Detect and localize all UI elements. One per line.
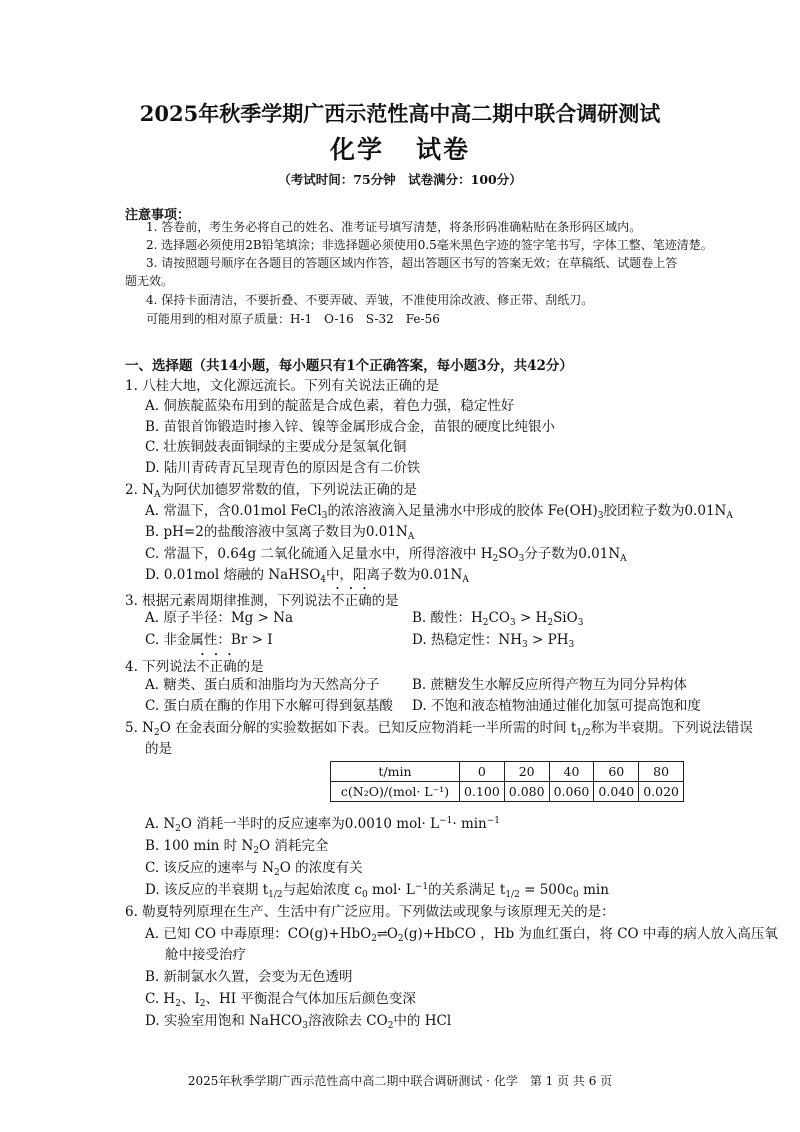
question-6-option-d: D. 实验室用饱和 NaHCO$_3$溶液除去 $CO_2$中的 HCl	[145, 1013, 452, 1031]
table-cell: 0	[460, 762, 505, 782]
question-6-option-c: C. $H_2$、$I_2$、HI 平衡混合气体加压后颜色变深	[145, 991, 416, 1009]
question-5-option-d: D. 该反应的半衰期 $t_{1/2}$与起始浓度 $c_0$ $mol\cdot L^{-1}$的关系满足 $t_{1/2} = 500c_0$ min	[145, 882, 609, 900]
question-1-option-b: B. 苗银首饰锻造时掺入锌、镍等金属形成合金，苗银的硬度比纯银小	[145, 419, 556, 435]
question-4-option-b: B. 蔗糖发生水解反应所得产物互为同分异构体	[412, 677, 688, 693]
section-heading: 一、选择题（共14小题，每小题只有1个正确答案，每小题3分，共42分）	[125, 358, 573, 374]
question-1-option-a: A. 侗族靛蓝染布用到的靛蓝是合成色素，着色力强，稳定性好	[145, 398, 515, 414]
page-footer: 2025年秋季学期广西示范性高中高二期中联合调研测试 · 化学 第 1 页 共 6 页	[187, 1074, 613, 1088]
table-header-conc: c(N₂O)/(mol· L⁻¹)	[331, 782, 460, 802]
table-cell: 0.060	[549, 782, 594, 802]
notice-line-1: 1. 答卷前，考生务必将自己的姓名、准考证号填写清楚，将条形码准确粘贴在条形码区域内。	[146, 220, 642, 234]
question-6-stem: 6. 勒夏特列原理在生产、生活中有广泛应用。下列做法或现象与该原理无关的是：	[125, 904, 615, 920]
notice-heading: 注意事项：	[125, 208, 191, 223]
question-2-option-d: D. 0.01mol 熔融的 NaHSO$_4$中，阳离子数为$0.01N_A$	[145, 567, 469, 585]
question-5-stem: 5. $N_2O$ 在金表面分解的实验数据如下表。已知反应物消耗一半所需的时间 $t_{1/2}$称为半衰期。下列说法错误	[125, 720, 753, 738]
table-cell: 40	[549, 762, 594, 782]
question-6-option-a: A. 已知 CO 中毒原理：$CO(g)+HbO_2\rightleftharpoons O_2(g)+HbCO$ ，Hb 为血红蛋白，将 CO 中毒的病人放入高压氧	[145, 926, 778, 944]
question-2-option-a: A. 常温下，含0.01mol FeCl$_3$的浓溶液滴入足量沸水中形成的胶体 $Fe(OH)_3$胶团粒子数为$0.01N_A$	[145, 503, 733, 521]
question-1-option-c: C. 壮族铜鼓表面铜绿的主要成分是氢氧化铜	[145, 439, 407, 455]
question-5-stem-cont: 的是	[145, 741, 172, 757]
question-5-option-c: C. 该反应的速率与 $N_2O$ 的浓度有关	[145, 860, 363, 878]
question-4-option-a: A. 糖类、蛋白质和油脂均为天然高分子	[145, 677, 380, 693]
table-cell: 0.080	[504, 782, 549, 802]
question-6-option-a-cont: 舱中接受治疗	[165, 947, 246, 963]
question-3-option-d: D. 热稳定性：$NH_3 > PH_3$	[412, 632, 575, 650]
table-cell: 0.020	[639, 782, 684, 802]
exam-info: （考试时间：75分钟 试卷满分：100分）	[278, 172, 522, 187]
notice-line-2: 2. 选择题必须使用2B铅笔填涂；非选择题必须使用0.5毫米黑色字迹的签字笔书写，字体工整、笔迹清楚。	[146, 238, 713, 252]
exam-title: 2025年秋季学期广西示范性高中高二期中联合调研测试	[139, 101, 661, 126]
table-row	[331, 782, 684, 802]
table-header-time: t/min	[331, 762, 460, 782]
subject-right: 试卷	[416, 135, 471, 164]
table-row	[331, 762, 684, 782]
table-cell: 0.040	[594, 782, 639, 802]
subject-left: 化学	[329, 135, 384, 164]
table-cell: 20	[504, 762, 549, 782]
question-2-stem: 2. $N_A$为阿伏加德罗常数的值，下列说法正确的是	[125, 482, 417, 500]
question-3-option-c: C. 非金属性：Br > I	[145, 632, 273, 648]
question-3-option-b: B. 酸性：$H_2CO_3 > H_2SiO_3$	[412, 610, 584, 628]
notice-line-3b: 题无效。	[125, 274, 174, 288]
question-5-option-b: B. 100 min 时 $N_2O$ 消耗完全	[145, 838, 329, 856]
notice-line-3a: 3. 请按照题号顺序在各题目的答题区域内作答，超出答题区书写的答案无效；在草稿纸、试题卷上答	[146, 256, 678, 270]
table-cell: 80	[639, 762, 684, 782]
question-3-option-a: A. 原子半径：Mg > Na	[145, 610, 294, 626]
question-2-option-c: C. 常温下，0.64g 二氧化硫通入足量水中，所得溶液中 $H_2SO_3$分子数为$0.01N_A$	[145, 546, 627, 564]
question-4-option-c: C. 蛋白质在酶的作用下水解可得到氨基酸	[145, 698, 393, 714]
subject-title	[0, 130, 800, 166]
question-1-stem: 1. 八桂大地，文化源远流长。下列有关说法正确的是	[125, 378, 440, 394]
question-2-option-b: B. pH=2的盐酸溶液中氢离子数目为$0.01N_A$	[145, 524, 415, 542]
question-4-stem: 4. 下列说法不正确的是	[125, 659, 264, 675]
question-5-option-a: A. $N_2O$ 消耗一半时的反应速率为0.0010 $mol\cdot L^{-1}\cdot \min^{-1}$	[145, 816, 501, 834]
equilibrium-arrow-icon: ⇌	[376, 927, 387, 942]
kinetics-table	[330, 761, 684, 802]
question-3-stem: 3. 根据元素周期律推测，下列说法不正确的是	[125, 593, 399, 609]
table-cell: 0.100	[460, 782, 505, 802]
question-1-option-d: D. 陆川青砖青瓦呈现青色的原因是含有二价铁	[145, 460, 421, 476]
question-6-option-b: B. 新制氯水久置，会变为无色透明	[145, 969, 353, 985]
atomic-masses: 可能用到的相对原子质量：H-1 O-16 S-32 Fe-56	[146, 312, 440, 326]
question-4-option-d: D. 不饱和液态植物油通过催化加氢可提高饱和度	[412, 698, 701, 714]
notice-line-4: 4. 保持卡面清洁，不要折叠、不要弄破、弄皱，不准使用涂改液、修正带、刮纸刀。	[146, 293, 594, 307]
table-cell: 60	[594, 762, 639, 782]
